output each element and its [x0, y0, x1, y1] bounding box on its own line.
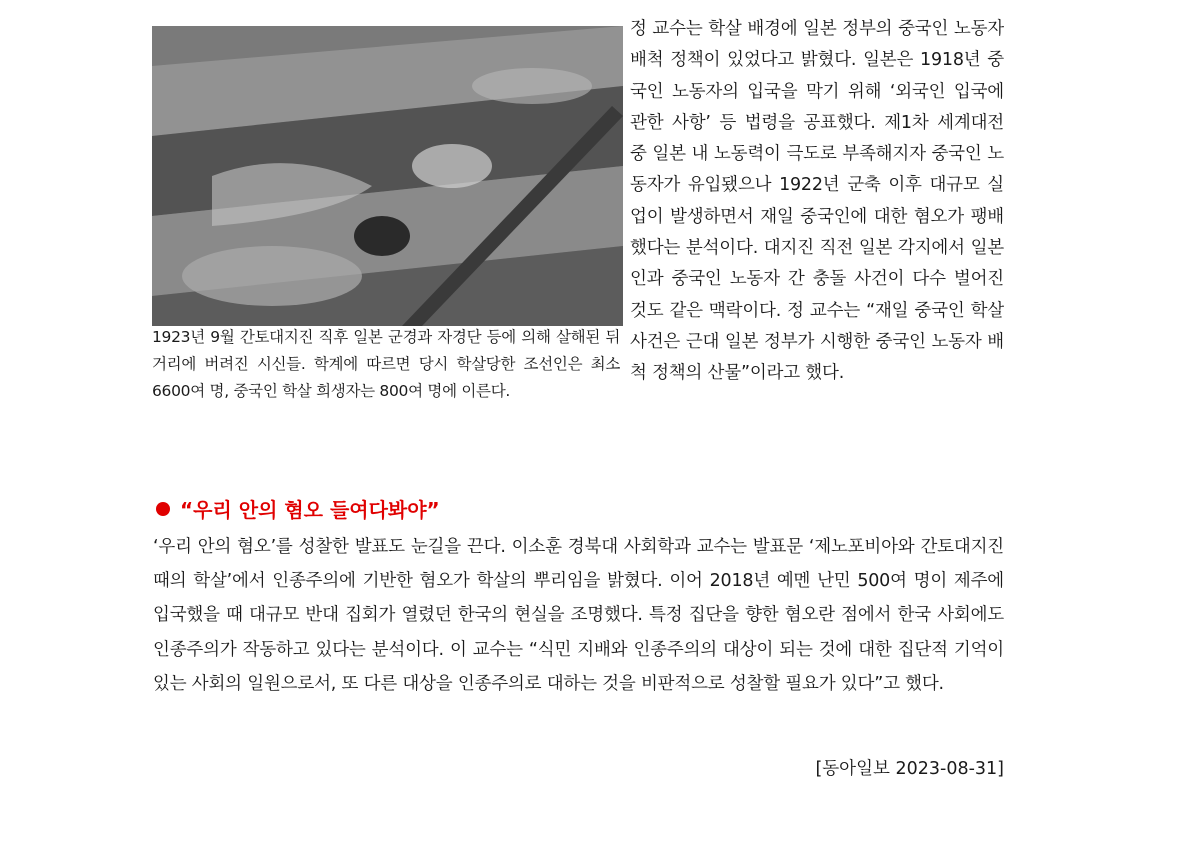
section-heading-text: “우리 안의 혐오 들여다봐야” — [180, 498, 440, 522]
right-column-paragraph: 정 교수는 학살 배경에 일본 정부의 중국인 노동자 배척 정책이 있었다고 밝혔다. 일본은 1918년 중국인 노동자의 입국을 막기 위해 ‘외국인 입국에 관한 사항’ 등 법령을 공표했다. 제1차 세계대전 중 일본 내 노동력이 극도로 부족해지자 중국인 노동자가 유입됐으나 1922년 군축 이후 대규모 실업이 발생하면서 재일 중국인에 대한 혐오가 팽배했다는 분석이다. 대지진 직전 일본 각지에서 일본인과 중국인 노동자 간 충돌 사건이 다수 벌어진 것도 같은 맥락이다. 정 교수는 “재일 중국인 학살 사건은 근대 일본 정부가 시행한 중국인 노동자 배척 정책의 산물”이라고 했다. — [630, 19, 1004, 384]
archival-photo — [152, 26, 623, 326]
photo-caption: 1923년 9월 간토대지진 직후 일본 군경과 자경단 등에 의해 살해된 뒤 거리에 버려진 시신들. 학계에 따르면 당시 학살당한 조선인은 최소 6600여 명, 중국인 학살 희생자는 800여 명에 이른다. — [152, 328, 620, 400]
archival-photo-icon — [152, 26, 623, 326]
section-heading — [156, 494, 756, 523]
source-credit: [동아일보 2023-08-31] — [815, 759, 1004, 779]
bullet-dot-icon — [156, 502, 170, 516]
section-body: ‘우리 안의 혐오’를 성찰한 발표도 눈길을 끈다. 이소훈 경북대 사회학과 교수는 발표문 ‘제노포비아와 간토대지진 때의 학살’에서 인종주의에 기반한 혐오가 학살의 뿌리임을 밝혔다. 이어 2018년 예멘 난민 500여 명이 제주에 입국했을 때 대규모 반대 집회가 열렸던 한국의 현실을 조명했다. 특정 집단을 향한 혐오란 점에서 한국 사회에도 인종주의가 작동하고 있다는 분석이다. 이 교수는 “식민 지배와 인종주의의 대상이 되는 것에 대한 집단적 기억이 있는 사회의 일원으로서, 또 다른 대상을 인종주의로 대하는 것을 비판적으로 성찰할 필요가 있다”고 했다. — [153, 537, 1004, 694]
